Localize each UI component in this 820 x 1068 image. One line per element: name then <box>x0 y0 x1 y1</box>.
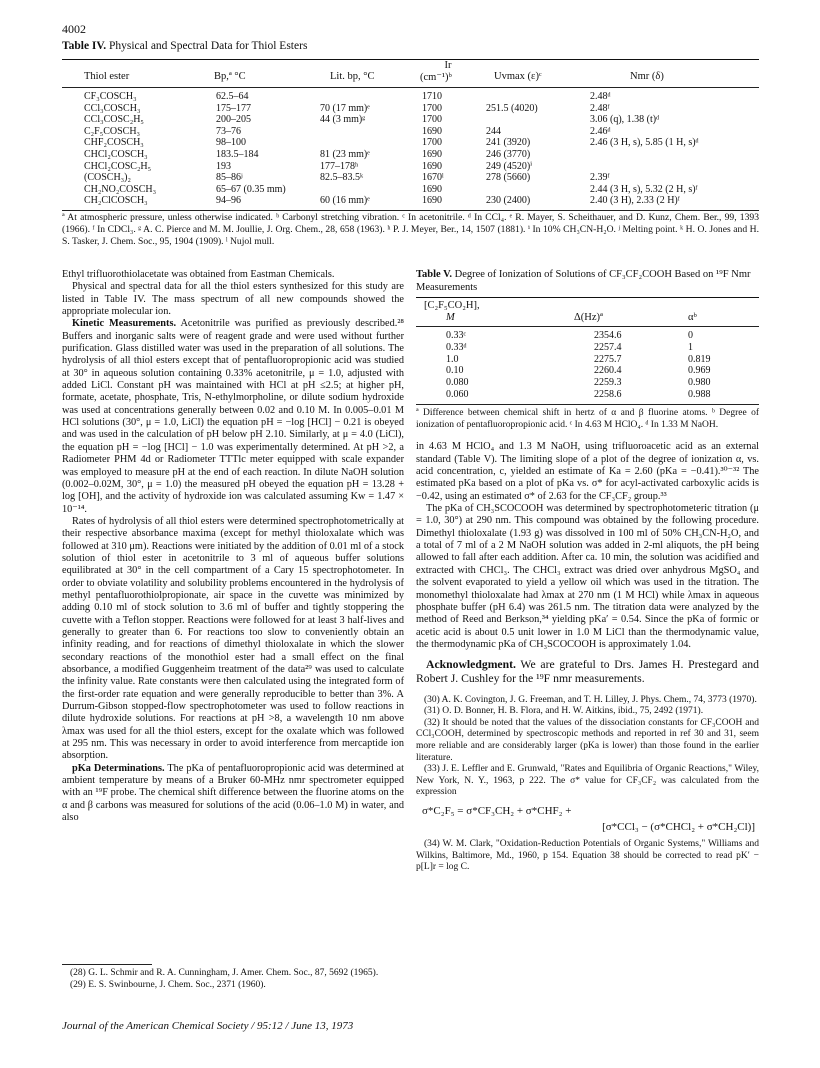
table4-header-rule <box>62 87 759 88</box>
table4-row <box>62 103 759 115</box>
ref-32: (32) It should be noted that the values of the dissociation constants for CF₃COOH and CCl₃COOH, determined by spectroscopic methods and reported in ref 30 and 31, seem more reliable and are considerably larger (pKa is lower) than those found in the earlier literature. <box>416 717 759 763</box>
table4-cell-nmr: 2.48ᶠ <box>590 102 610 114</box>
table4-cell-bp: 85–86ʲ <box>216 172 243 184</box>
t5-header-alpha: αᵇ <box>688 312 697 323</box>
table4-cell-ester: CCl₃COSC₂H₅ <box>84 114 144 126</box>
table4-bottom-rule <box>62 210 759 211</box>
right-paragraph-1: in 4.63 M HClO₄ and 1.3 M NaOH, using trifluoroacetic acid as an external standard (Table V). The limiting slope of a plot of the degree of ionization α, vs. acid concentration, c, yielded an estimate of Ka = 2.60 (pKa = −0.41).³⁰⁻³² The estimated pKa based on a plot of pKa vs. σ* for acyl-activated carboxylic acids is −0.42, using an estimated σ* of 2.63 for the CF₃CF₂ group.³³ <box>416 441 759 502</box>
table4-cell-nmr: 2.48ᵈ <box>590 91 611 102</box>
table4-cell-lit <box>320 91 422 103</box>
table5-footnote: ª Difference between chemical shift in hertz of α and β fluorine atoms. ᵇ Degree of ionization of pentafluoropropionic acid. ᶜ In 4.63 M HClO₄. ᵈ In 1.33 M NaOH. <box>416 407 759 430</box>
table5-cell-alpha: 0.819 <box>688 353 711 365</box>
kinetic-heading: Kinetic Measurements. <box>72 318 177 330</box>
table4-footnote: ª At atmospheric pressure, unless otherwise indicated. ᵇ Carbonyl stretching vibration. ᶜ In acetonitrile. ᵈ In CCl₄. ᵉ R. Mayer, S. Scheithauer, and D. Kunz, Chem. Ber., 99, 1393 (1966). ᶠ In CDCl₃. ᵍ A. C. Pierce and M. M. Joullie, J. Org. Chem., 28, 658 (1963). ʰ P. J. Meyer, Ber., 14, 1507 (1881). ⁱ In 10% CH₃CN-H₂O. ʲ Melting point. ᵏ H. O. Jones and H. S. Tasker, J. Chem. Soc., 95, 1904 (1909). ˡ Nujol mull. <box>62 212 759 247</box>
table4-cell-lit: 82.5–83.5ᵏ <box>320 172 364 184</box>
ref-31: (31) O. D. Bonner, H. B. Flora, and H. W. Aitkins, ibid., 75, 2492 (1971). <box>424 706 704 717</box>
table4-cell-ir: 1690 <box>422 148 442 160</box>
table4-cell-lit <box>320 126 422 138</box>
pka-text: The pKa of pentafluoropropionic acid was determined at ambient temperature by means of a Bruker 60-MHz nmr spectrometer equipped with an ¹⁹F probe. The chemical shift difference between the fluorine atoms on the α and β carbons was measured for solutions of the acid (0.06–1.0 M) in water, and also <box>62 762 404 824</box>
table5-cell-alpha: 0.980 <box>688 377 711 389</box>
table4-cell-ir: 1700 <box>422 102 442 114</box>
table5-cell-conc: 0.080 <box>446 377 469 389</box>
table5-cell-shift: 2260.4 <box>594 365 622 377</box>
right-column <box>416 269 759 874</box>
page-number: 4002 <box>62 22 86 36</box>
right-paragraph-2: The pKa of CH₃SCOCOOH was determined by spectrophotometeric titration (μ = 1.0, 30°) at 290 nm. This compound was obtained by the following procedure. Dimethyl thioloxalate (1.93 g) was dissolved in 100 ml of 50% CH₃CN-H₂O, and a total of 7 ml of a 2 M NaOH solution was added in 2-ml aliquots, the pH being allowed to fall after each addition. After ca. 10 min, the solution was acidified and extracted with CHCl₃. The CHCl₃ extract was dried over anhydrous MgSO₄ and the solvent evaporated to yield a yellow oil which was used in the titration. The monomethyl thioloxalate had λmax at 270 nm (1 M HCl) while λmax in aqueous phosphate buffer (pH 6.4) was 261.5 nm. The titration data were analyzed by the method of Reed and Berkson,³⁴ yielding pKa′ = 0.54. Since the pKa of formic or acetic acid is about 0.5 unit lower in 1.0 M LiCl than the thermodynamic value, the thermodynamic pKa of CH₃SCOCOOH is approximately 1.04. <box>416 503 759 650</box>
table4-cell-uv: 251.5 (4020) <box>486 102 538 114</box>
table4-cell-bp: 200–205 <box>216 114 251 126</box>
table4-cell-ir: 1690 <box>422 160 442 172</box>
table4-cell-ir: 1700 <box>422 137 442 149</box>
left-references <box>62 968 404 991</box>
ref-29: (29) E. S. Swinbourne, J. Chem. Soc., 2371 (1960). <box>70 979 266 990</box>
left-paragraph-2: Physical and spectral data for all the thiol esters synthesized for this study are listed in Table IV. The mass spectrum of all new compounds showed the appropriate molecular ion. <box>62 281 404 318</box>
table4-cell-bp: 98–100 <box>216 137 246 149</box>
table4-cell-uv <box>486 184 590 196</box>
table5-cell-shift: 2354.6 <box>594 330 622 341</box>
table4-cell-nmr <box>590 149 759 161</box>
table5-cell-conc: 0.33ᵈ <box>446 341 467 353</box>
table4-row <box>62 137 759 149</box>
table4-cell-ir: 1690 <box>422 183 442 195</box>
table4-cell-ester: CF₃COSCH₃ <box>84 91 137 102</box>
ref-28: (28) G. L. Schmir and R. A. Cunningham, J. Amer. Chem. Soc., 87, 5692 (1965). <box>70 968 379 978</box>
table4-cell-lit <box>320 137 422 149</box>
table4-cell-ir: 1690 <box>422 195 442 207</box>
left-paragraph-4: Rates of hydrolysis of all thiol esters were determined spectrophotometrically at their respective absorbance maxima (except for methyl thioloxalate which was followed at 310 μm). Reactions were initiated by the addition of 0.01 ml of a stock solution of thiol ester in acetonitrile to 3 ml of aqueous buffer solutions equilibrated at 30° in the cell compartment of a Cary 15 spectrophotometer. In order to obviate volatility and solubility problems encountered in the hydrolysis of methyl pentafluorothiolpropionate, air space in the cuvette was minimized by adding 0.10 ml of stock solution to 3.6 ml of buffer and tightly stoppering the cuvette with a Teflon stopper. Reactions were followed for at least 3 half-lives and generally to greater than 6. For reactions too slow to conveniently obtain an infinity reading, and for reactions of dimethyl thioloxalate in which the slower secondary reactions of the monothiol ester had a small effect on the final absorbance, a modified Guggenheim treatment of the data²⁹ was used to calculate the infinity value. Rate constants were then calculated using the integrated form of the first-order rate equation and were generally reproducible to better than 3%. A Durrum-Gibson stopped-flow spectrophotometer was used to follow reactions in dilute hydroxide solutions. For reactions at pH >8, a wavelength 10 nm above λmax was used for all the thiol esters, except for the oxalate which was followed at 295 nm. This was necessary in order to avoid interference from mercaptide ion absorption. <box>62 515 404 762</box>
ack-text: We are grateful to Drs. James H. Prestegard and Robert J. Cushley for the ¹⁹F nmr measurements. <box>416 658 759 686</box>
pka-heading: pKa Determinations. <box>72 762 165 774</box>
table5-cell-conc: 0.060 <box>446 388 469 400</box>
table4-caption <box>62 40 307 52</box>
table4-cell-uv: 241 (3920) <box>486 137 531 149</box>
table5-caption <box>416 269 759 294</box>
table4-cell-ester: CHCl₂COSC₂H₅ <box>84 160 152 172</box>
ref-34: (34) W. M. Clark, "Oxidation-Reduction Potentials of Organic Systems," Williams and Wilkins, Baltimore, Md., 1960, p 154. Equation 38 should be corrected to read pK′ − p[L]r = log C. <box>416 838 759 873</box>
table4-row <box>62 126 759 138</box>
table5-cell-conc: 0.33ᶜ <box>446 330 467 341</box>
table5-cell-alpha: 0 <box>688 330 693 341</box>
table4-cell-uv: 249 (4520)ⁱ <box>486 160 533 172</box>
t4-header-uv: Uvmax (ε)ᶜ <box>494 71 542 82</box>
table4-title: Physical and Spectral Data for Thiol Esters <box>108 40 308 52</box>
t4-header-ester: Thiol ester <box>84 71 130 82</box>
left-paragraph-5 <box>62 763 404 825</box>
table4-cell-ester: C₂F₅COSCH₃ <box>84 125 141 137</box>
left-column <box>62 269 404 824</box>
t4-header-ir2: (cm⁻¹)ᵇ <box>420 72 452 83</box>
t5-header-conc2: M <box>446 312 455 323</box>
table4-cell-uv <box>486 114 590 126</box>
table4-cell-ir: 1690 <box>422 125 442 137</box>
table4-row <box>62 114 759 126</box>
left-footnote-rule <box>62 964 152 965</box>
table5-cell-conc: 0.10 <box>446 365 464 377</box>
table4-row <box>62 161 759 173</box>
left-paragraph-1: Ethyl trifluorothiolacetate was obtained from Eastman Chemicals. <box>62 269 335 280</box>
table4-cell-uv: 278 (5660) <box>486 172 531 184</box>
table4-cell-bp: 73–76 <box>216 125 241 137</box>
table4-cell-ester: CH₂ClCOSCH₃ <box>84 195 148 207</box>
table4 <box>62 91 759 207</box>
journal-footer: Journal of the American Chemical Society / 95:12 / June 13, 1973 <box>62 1020 354 1032</box>
right-text <box>416 441 759 651</box>
table5-row <box>416 377 759 389</box>
t4-header-lit: Lit. bp, °C <box>330 71 375 82</box>
table4-row <box>62 91 759 103</box>
table4-cell-bp: 175–177 <box>216 102 251 114</box>
t4-header-ir1: Ir <box>444 60 452 71</box>
table4-cell-nmr: 2.46 (3 H, s), 5.85 (1 H, s)ᵈ <box>590 137 699 149</box>
table5-row <box>416 389 759 401</box>
table5-cell-shift: 2259.3 <box>594 377 622 389</box>
table4-cell-nmr: 2.44 (3 H, s), 5.32 (2 H, s)ᶠ <box>590 183 698 195</box>
table4-row <box>62 172 759 184</box>
table5-cell-conc: 1.0 <box>446 353 459 365</box>
table4-cell-uv: 246 (3770) <box>486 148 531 160</box>
table4-row <box>62 149 759 161</box>
table4-cell-nmr: 3.06 (q), 1.38 (t)ᵈ <box>590 114 660 126</box>
table5-row <box>416 365 759 377</box>
table5 <box>416 330 759 401</box>
ack-heading: Acknowledgment. <box>426 658 516 672</box>
table4-row <box>62 195 759 207</box>
table4-cell-lit: 81 (23 mm)ᵉ <box>320 148 370 160</box>
table4-cell-nmr: 2.40 (3 H), 2.33 (2 H)ᶠ <box>590 195 680 207</box>
table5-cell-shift: 2275.7 <box>594 353 622 365</box>
table4-cell-uv: 230 (2400) <box>486 195 531 207</box>
table4-cell-ester: CHCl₂COSCH₃ <box>84 148 148 160</box>
ref-30: (30) A. K. Covington, J. G. Freeman, and T. H. Lilley, J. Phys. Chem., 74, 3773 (1970). <box>424 694 757 705</box>
table5-cell-alpha: 1 <box>688 341 693 353</box>
t4-header-nmr: Nmr (δ) <box>630 71 664 82</box>
table5-cell-shift: 2257.4 <box>594 341 622 353</box>
table4-cell-ester: (COSCH₃)₂ <box>84 172 131 184</box>
table4-cell-lit <box>320 184 422 196</box>
table4-cell-nmr <box>590 161 759 173</box>
table4-cell-uv <box>486 91 590 103</box>
right-references <box>416 695 759 799</box>
sigma-formula-line-2: [σ*CCl₃ − (σ*CHCl₂ + σ*CH₂Cl)] <box>602 820 755 833</box>
table4-cell-lit: 44 (3 mm)ᵍ <box>320 114 366 126</box>
table4-cell-lit: 177–178ʰ <box>320 160 359 172</box>
sigma-formula-line-1: σ*C₂F₅ = σ*CF₃CH₂ + σ*CHF₂ + <box>422 804 572 817</box>
table4-cell-ir: 1710 <box>422 91 442 102</box>
acknowledgment <box>416 658 759 686</box>
table4-cell-bp: 65–67 (0.35 mm) <box>216 183 286 195</box>
table4-row <box>62 184 759 196</box>
table4-cell-bp: 94–96 <box>216 195 241 207</box>
table4-cell-ester: CHF₂COSCH₃ <box>84 137 144 149</box>
ref-34-wrap <box>416 839 759 874</box>
table5-cell-shift: 2258.6 <box>594 388 622 400</box>
table4-cell-bp: 62.5–64 <box>216 91 249 102</box>
table4-cell-ir: 1670ˡ <box>422 172 444 184</box>
table4-cell-ester: CCl₃COSCH₃ <box>84 102 141 114</box>
table4-cell-bp: 183.5–184 <box>216 148 259 160</box>
table5-row <box>416 330 759 342</box>
kinetic-text: Acetonitrile was purified as previously described.²⁸ Buffers and inorganic salts were of reagent grade and were used without further purification. Glass distilled water was used in the preparation of all solutions. The hydrolysis of all thiol esters except that of pentafluoropropionic acid was studied at 30° in aqueous solution containing 0.33% acetonitrile, μ = 1.0, adjusted with added LiCl. Constant pH was maintained with HCl at pH ≤2.5; at higher pH, formate, acetate, phosphate, Tris, N-ethylmorpholine, or dilute sodium hydroxide was used at concentrations generally between 0.02 and 0.10 M. In 0.005–0.01 M HCl solutions (30°, μ = 1.0, LiCl) the equation pH = −log [HCl] − 0.21 is obeyed and was used in the calculation of pH below pH 2.10. Similarly, at μ = 4.0 (LiCl), the equation pH = −log [HCl] − 1.0 was experimentally determined. At pH >2, a Radiometer PHM 4d or Radiometer TTTlc meter equipped with scale expander was employed to measure pH at the end of each reaction. In dilute NaOH solution (0.002–0.02M, 30°, μ = 1.0) the measured pH obeyed the equation pH = 13.28 + log [OH], and the activity of hydroxide ion was calculated assuming Kw = 1.47 × 10⁻¹⁴. <box>62 318 404 515</box>
table4-cell-lit: 60 (16 mm)ᵉ <box>320 195 370 207</box>
t5-header-shift: Δ(Hz)ª <box>574 312 603 323</box>
t5-header-conc1: [C₂F₅CO₂H], <box>424 300 480 311</box>
ref-33: (33) J. E. Leffler and E. Grunwald, "Rates and Equilibria of Organic Reactions," Wiley, New York, N. Y., 1963, p 222. The σ* value for CF₃CF₂ was calculated from the expression <box>416 764 759 798</box>
table4-cell-bp: 193 <box>216 160 231 172</box>
table4-cell-ester: CH₂NO₂COSCH₃ <box>84 183 157 195</box>
table5-cell-alpha: 0.988 <box>688 388 711 400</box>
table5-label: Table V. <box>416 269 452 280</box>
table4-cell-nmr: 2.46ᵈ <box>590 125 611 137</box>
left-paragraph-3 <box>62 318 404 516</box>
table4-cell-nmr: 2.39ᶠ <box>590 172 610 184</box>
table4-cell-uv: 244 <box>486 125 501 137</box>
table4-top-rule <box>62 59 759 60</box>
table4-cell-lit: 70 (17 mm)ᵉ <box>320 102 370 114</box>
table5-row <box>416 342 759 354</box>
table4-label: Table IV. <box>62 40 107 52</box>
t4-header-bp: Bp,ª °C <box>214 71 246 82</box>
table5-title: Degree of Ionization of Solutions of CF₃CF₂COOH Based on ¹⁹F Nmr Measurements <box>416 269 751 293</box>
table5-row <box>416 354 759 366</box>
table4-cell-ir: 1700 <box>422 114 442 126</box>
table5-cell-alpha: 0.969 <box>688 365 711 377</box>
